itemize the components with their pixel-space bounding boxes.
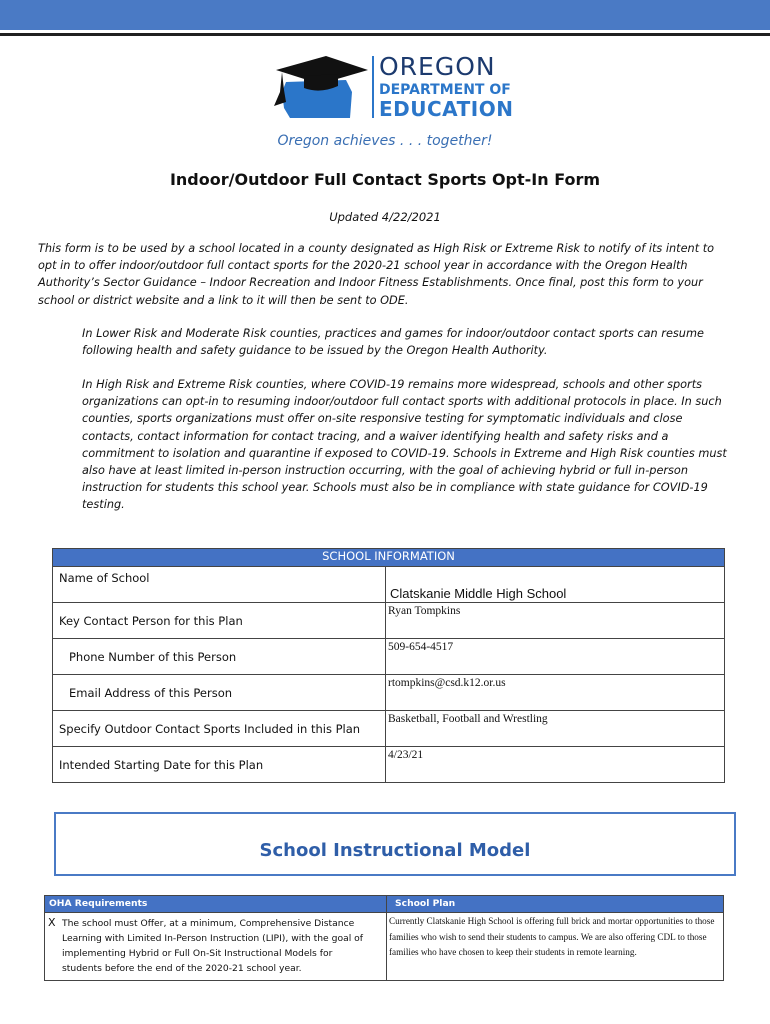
label-sports-included: Specify Outdoor Contact Sports Included in this Plan	[53, 711, 386, 747]
form-title: Indoor/Outdoor Full Contact Sports Opt-In Form	[169, 170, 601, 189]
table-row	[53, 603, 725, 639]
label-email-address: Email Address of this Person	[53, 675, 386, 711]
school-information-table	[52, 548, 725, 783]
logo-text-oregon: OREGON	[379, 52, 496, 81]
school-info-header-row	[53, 549, 725, 567]
col-oha-requirements: OHA Requirements	[45, 896, 387, 913]
requirement-text: The school must Offer, at a minimum, Comprehensive Distance Learning with Limited In-Person Instruction (LIPI), with the goal of implementing Hybrid or Full On-Sit Instructional Models for students before the end of the 2020-21 school year.	[62, 918, 364, 974]
instructional-model-title: School Instructional Model	[259, 840, 531, 861]
table-row	[53, 711, 725, 747]
table-row	[45, 913, 724, 981]
table-row	[53, 639, 725, 675]
requirement-checkmark[interactable]: X	[48, 916, 56, 929]
label-starting-date: Intended Starting Date for this Plan	[53, 747, 386, 783]
high-risk-paragraph: In High Risk and Extreme Risk counties, where COVID-19 remains more widespread, schools and other sports organizations can opt-in to resuming indoor/outdoor full contact sports with additional protocols in place. In such counties, sports organizations must offer on-site responsive testing for symptomatic individuals and close contacts, contact information for contact tracing, and a waiver identifying health and safety risks and a commitment to isolation and quarantine if exposed to COVID-19. Schools in Extreme and High Risk counties must also have at least limited in-person instruction occurring, with the goal of achieving hybrid or full in-person instruction for students this school year. Schools must also be in compliance with state guidance for COVID-19 testing.	[82, 378, 727, 512]
top-banner-bar	[0, 0, 770, 30]
oha-requirements-table	[44, 895, 724, 981]
top-banner-rule	[0, 33, 770, 36]
updated-date: Updated 4/22/2021	[329, 210, 441, 224]
value-name-of-school[interactable]: Clatskanie Middle High School	[386, 567, 725, 603]
value-contact-person[interactable]: Ryan Tompkins	[386, 603, 725, 639]
school-plan-text[interactable]: Currently Clatskanie High School is offering full brick and mortar opportunities to those families who wish to send their students to campus. We are also offering CDL to those families who have chosen to keep their students in remote learning.	[387, 913, 724, 981]
intro-paragraph: This form is to be used by a school located in a county designated as High Risk or Extreme Risk to notify of its intent to opt in to offer indoor/outdoor full contact sports for the 2020-21 school year in accordance with the Oregon Health Authority’s Sector Guidance – Indoor Recreation and Indoor Fitness Establishments. Once final, post this form to your school or district website and a link to it will then be sent to ODE.	[38, 242, 715, 307]
logo-text-department: DEPARTMENT OF	[379, 82, 511, 98]
value-email-address[interactable]: rtompkins@csd.k12.or.us	[386, 675, 725, 711]
requirement-cell	[45, 913, 387, 981]
label-phone-number: Phone Number of this Person	[53, 639, 386, 675]
logo-divider	[372, 56, 374, 118]
col-school-plan: School Plan	[387, 896, 724, 913]
label-name-of-school: Name of School	[53, 567, 386, 603]
value-starting-date[interactable]: 4/23/21	[386, 747, 725, 783]
lower-risk-paragraph: In Lower Risk and Moderate Risk counties, practices and games for indoor/outdoor contact sports can resume following health and safety guidance to be issued by the Oregon Health Authority.	[82, 327, 704, 358]
tagline: Oregon achieves . . . together!	[277, 133, 493, 149]
oha-header-row	[45, 896, 724, 913]
logo-text-education: EDUCATION	[379, 97, 514, 121]
school-info-header: SCHOOL INFORMATION	[53, 549, 725, 567]
table-row	[53, 675, 725, 711]
value-sports-included[interactable]: Basketball, Football and Wrestling	[386, 711, 725, 747]
table-row	[53, 567, 725, 603]
value-phone-number[interactable]: 509-654-4517	[386, 639, 725, 675]
table-row	[53, 747, 725, 783]
label-contact-person: Key Contact Person for this Plan	[53, 603, 386, 639]
instructional-model-heading-box	[54, 812, 736, 876]
